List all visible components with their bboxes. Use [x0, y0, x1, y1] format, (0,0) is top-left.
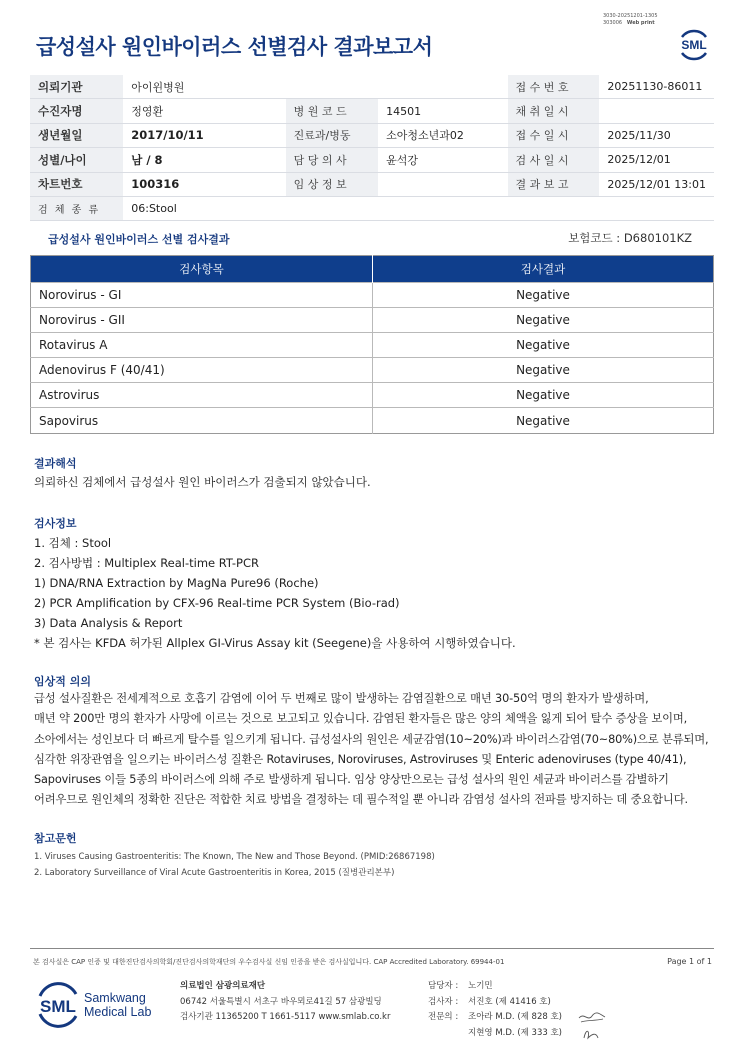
staff-row: 전문의 : 조아라 M.D. (제 828 호): [428, 1012, 563, 1022]
value-collection-date: [599, 99, 714, 123]
label-received-date: 접 수 일 시: [508, 123, 600, 147]
label-requester: 의뢰기관: [30, 75, 123, 99]
sml-logo-icon: [36, 980, 186, 1030]
table-row: [31, 383, 714, 408]
references-list: [34, 850, 435, 881]
label-department: 진료과/병동: [286, 123, 378, 147]
label-clinical-info: 임 상 정 보: [286, 172, 378, 196]
value-requester: 아이윈병원: [123, 75, 285, 99]
label-chart-no: 차트번호: [30, 172, 123, 196]
value-received-date: 2025/11/30: [599, 123, 714, 147]
staff-row: 검사자 : 서진호 (제 41416 호): [428, 996, 551, 1007]
clinical-title: 임상적 의의: [34, 675, 91, 688]
info-row: [30, 123, 714, 147]
accreditation-note: 본 검사실은 CAP 인증 및 대한진단검사의학회/진단검사의학재단의 우수검사실 신임 인증을 받은 검사실입니다. CAP Accredited Laboratory. 69944-01: [33, 958, 505, 966]
label-test-date: 검 사 일 시: [508, 148, 600, 172]
test-item: Rotavirus A: [31, 333, 373, 358]
info-row: [30, 99, 714, 123]
value-clinical-info: [378, 172, 507, 196]
test-info-line: 1) DNA/RNA Extraction by MagNa Pure96 (Roche): [34, 576, 319, 590]
value-birthdate: 2017/10/11: [123, 123, 285, 147]
header-test-result: 검사결과: [373, 256, 714, 283]
interpretation-text: 의뢰하신 검체에서 급성설사 원인 바이러스가 검출되지 않았습니다.: [34, 475, 371, 489]
clinical-text: [34, 689, 718, 811]
value-specimen-type: 06:Stool: [123, 196, 714, 220]
label-specimen-type: 검 체 종 류: [30, 196, 123, 220]
test-info-line: 1. 검체 : Stool: [34, 536, 112, 550]
info-row: [30, 148, 714, 172]
value-accession-no: 20251130-86011: [599, 75, 714, 99]
report-title: 급성설사 원인바이러스 선별검사 결과보고서: [36, 35, 433, 59]
value-department: 소아청소년과02: [378, 123, 507, 147]
label-report-date: 결 과 보 고: [508, 172, 600, 196]
value-chart-no: 100316: [123, 172, 285, 196]
references-title: 참고문헌: [34, 832, 77, 845]
results-header-row: [31, 256, 714, 283]
test-result: Negative: [373, 333, 714, 358]
table-row: [31, 308, 714, 333]
test-info-line: 2. 검사방법 : Multiplex Real-time RT-PCR: [34, 556, 259, 570]
label-physician: 담 당 의 사: [286, 148, 378, 172]
header-test-item: 검사항목: [31, 256, 373, 283]
page-number: Page 1 of 1: [667, 957, 712, 966]
value-physician: 윤석강: [378, 148, 507, 172]
test-item: Astrovirus: [31, 383, 373, 408]
value-hospital-code: 14501: [378, 99, 507, 123]
document-code: 3030-20251201-1305 303006 Web print: [603, 13, 658, 26]
label-collection-date: 채 취 일 시: [508, 99, 600, 123]
value-patient-name: 정영환: [123, 99, 285, 123]
svg-text:Samkwang: Samkwang: [84, 991, 146, 1005]
signature-icon: [576, 1008, 608, 1042]
test-info-title: 검사정보: [34, 517, 77, 530]
value-test-date: 2025/12/01: [599, 148, 714, 172]
patient-info-table: [30, 75, 714, 221]
table-row: [31, 333, 714, 358]
sml-logo-icon: [674, 24, 714, 64]
reference-item: 1. Viruses Causing Gastroenteritis: The Known, The New and Those Beyond. (PMID:26867198): [34, 852, 435, 862]
info-row: [30, 172, 714, 196]
clinical-line: 어려우므로 원인체의 정확한 진단은 적합한 치료 방법을 결정하는 데 필수적일 뿐 아니라 감염성 설사의 전파를 방지하는 데 중요합니다.: [34, 793, 688, 807]
test-result: Negative: [373, 383, 714, 408]
label-birthdate: 생년월일: [30, 123, 123, 147]
staff-row: 담당자 : 노기민: [428, 981, 493, 991]
org-contact: 검사기관 11365200 T 1661-5117 www.smlab.co.kr: [180, 1012, 391, 1022]
clinical-line: 매년 약 200만 명의 환자가 사망에 이르는 것으로 보고되고 있습니다. 감염된 환자들은 많은 양의 체액을 잃게 되어 탈수 증상을 보이며,: [34, 712, 688, 726]
interpretation-title: 결과해석: [34, 457, 77, 470]
test-result: Negative: [373, 358, 714, 383]
results-table: [30, 255, 714, 434]
value-report-date: 2025/12/01 13:01: [599, 172, 714, 196]
label-patient-name: 수진자명: [30, 99, 123, 123]
org-name: 의료법인 삼광의료재단: [180, 981, 266, 991]
test-info-list: [34, 533, 516, 653]
reference-item: 2. Laboratory Surveillance of Viral Acute Gastroenteritis in Korea, 2015 (질병관리본부): [34, 867, 395, 878]
test-info-line: * 본 검사는 KFDA 허가된 Allplex GI-Virus Assay kit (Seegene)을 사용하여 시행하였습니다.: [34, 636, 516, 650]
test-item: Adenovirus F (40/41): [31, 358, 373, 383]
test-info-line: 2) PCR Amplification by CFX-96 Real-time PCR System (Bio-rad): [34, 596, 400, 610]
value-sex-age: 남 / 8: [123, 148, 285, 172]
test-info-line: 3) Data Analysis & Report: [34, 616, 183, 630]
svg-text:SML: SML: [40, 997, 76, 1016]
test-result: Negative: [373, 283, 714, 308]
clinical-line: 심각한 위장관염을 일으키는 바이러스성 질환은 Rotaviruses, Noroviruses, Astroviruses 및 Enteric adenoviruses (type 40/41),: [34, 752, 687, 766]
label-sex-age: 성별/나이: [30, 148, 123, 172]
staff-list: [428, 979, 562, 1041]
clinical-line: 급성 설사질환은 전세계적으로 호흡기 감염에 이어 두 번째로 많이 발생하는 감염질환으로 매년 30-50억 명의 환자가 발생하며,: [34, 692, 649, 705]
test-item: Norovirus - GII: [31, 308, 373, 333]
label-hospital-code: 병 원 코 드: [286, 99, 378, 123]
lab-logo: [36, 980, 186, 1034]
insurance-code: 보험코드 : D680101KZ: [568, 231, 692, 245]
footer-divider: [30, 948, 714, 949]
test-item: Sapovirus: [31, 408, 373, 433]
test-item: Norovirus - GI: [31, 283, 373, 308]
clinical-line: Sapoviruses 이들 5종의 바이러스에 의해 주로 발생하게 됩니다. 임상 양상만으로는 급성 설사의 원인 세균과 바이러스를 감별하기: [34, 773, 669, 787]
svg-text:SML: SML: [681, 38, 707, 52]
org-address: 06742 서울특별시 서초구 바우뫼로41길 57 삼광빌딩: [180, 996, 382, 1007]
table-row: [31, 283, 714, 308]
results-title: 급성설사 원인바이러스 선별 검사결과: [48, 233, 230, 246]
svg-text:Medical Lab: Medical Lab: [84, 1005, 152, 1019]
info-row: [30, 75, 714, 99]
test-result: Negative: [373, 308, 714, 333]
info-row: [30, 196, 714, 220]
clinical-line: 소아에서는 성인보다 더 빠르게 탈수를 일으키게 됩니다. 급성설사의 원인은 세균감염(10~20%)과 바이러스감염(70~80%)으로 분류되며,: [34, 732, 709, 746]
label-accession-no: 접 수 번 호: [508, 75, 600, 99]
table-row: [31, 358, 714, 383]
table-row: [31, 408, 714, 433]
organization-info: [180, 979, 390, 1026]
test-result: Negative: [373, 408, 714, 433]
staff-row: 지현영 M.D. (제 333 호): [468, 1027, 563, 1038]
